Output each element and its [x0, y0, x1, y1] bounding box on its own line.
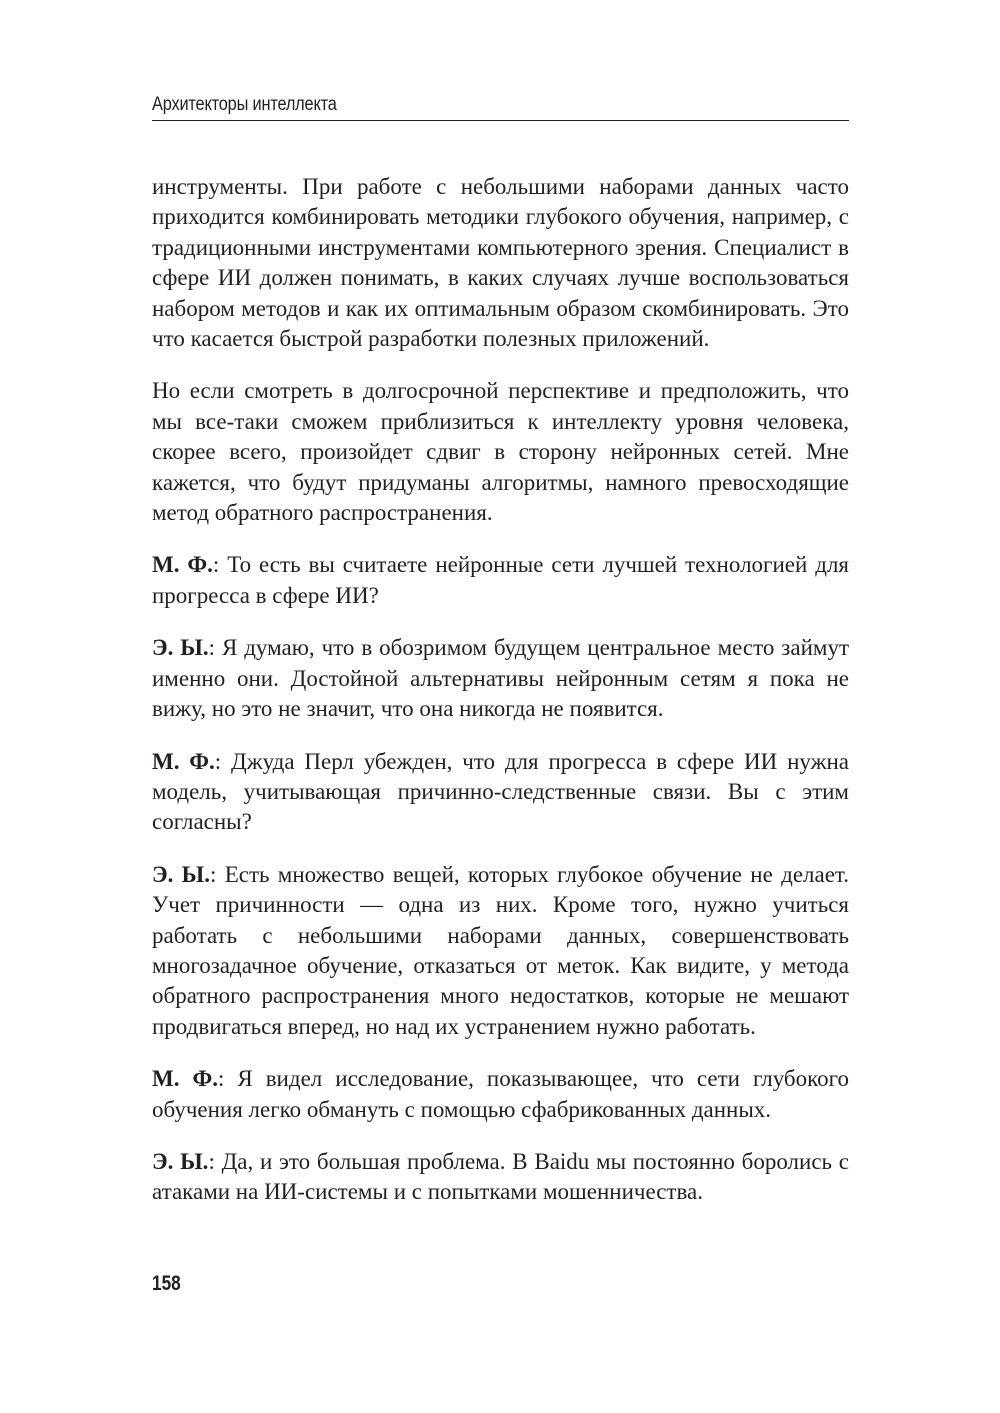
speaker-label: М. Ф. [152, 748, 215, 774]
page-number: 158 [152, 1272, 181, 1295]
book-title: Архитекторы интеллекта [152, 94, 337, 115]
dialogue-text: : Я видел исследование, показывающее, что сети глубокого обучения легко обмануть с помощью сфабрикованных данных. [152, 1066, 849, 1122]
dialogue-text: : Я думаю, что в обозримом будущем центральное место займут именно они. Достойной альтернативы нейронным сетям я пока не вижу, но это не значит, что она никогда не появится. [152, 635, 850, 722]
speaker-label: Э. Ы. [152, 635, 209, 661]
speaker-label: М. Ф. [152, 1066, 218, 1092]
dialogue-text: : Есть множество вещей, которых глубокое обучение не делает. Учет причинности — одна из них. Кроме того, нужно учиться работать с небольшими наборами данных, совершенствовать многозадачное обучение, отказаться от меток. Как видите, у метода обратного распространения много недостатков, которые не мешают продвигаться вперед, но над их устранением нужно работать. [152, 861, 850, 1039]
speaker-label: М. Ф. [152, 552, 213, 578]
speaker-label: Э. Ы. [152, 861, 210, 887]
dialogue-answer-1 [152, 633, 849, 724]
dialogue-text: : Да, и это большая проблема. В Baidu мы постоянно боролись с атаками на ИИ-системы и с попытками мошенничества. [152, 1148, 849, 1205]
running-header [152, 90, 849, 121]
dialogue-text: : Джуда Перл убежден, что для прогресса в сфере ИИ нужна модель, учитывающая причинно-следственные связи. Вы с этим согласны? [152, 748, 849, 835]
paragraph-text: Но если смотреть в долгосрочной перспективе и предположить, что мы все-таки сможем приблизиться к интеллекту уровня человека, скорее всего, произойдет сдвиг в сторону нейронных сетей. Мне кажется, что будут придуманы алгоритмы, намного превосходящие метод обратного распространения. [152, 378, 849, 526]
dialogue-question-3 [152, 1064, 849, 1125]
paragraph-2 [152, 376, 849, 528]
dialogue-question-1 [152, 550, 849, 611]
dialogue-answer-2 [152, 860, 849, 1042]
dialogue-answer-3 [152, 1147, 849, 1208]
page-body [152, 172, 849, 1230]
speaker-label: Э. Ы. [152, 1148, 209, 1174]
paragraph-1 [152, 172, 849, 354]
dialogue-text: : То есть вы считаете нейронные сети лучшей технологией для прогресса в сфере ИИ? [152, 552, 850, 608]
dialogue-question-2 [152, 747, 849, 838]
paragraph-text: инструменты. При работе с небольшими наборами данных часто приходится комбинировать методики глубокого обучения, например, с традиционными инструментами компьютерного зрения. Специалист в сфере ИИ должен понимать, в каких случаях лучше воспользоваться набором методов и как их оптимальным образом скомбинировать. Это что касается быстрой разработки полезных приложений. [152, 174, 849, 352]
